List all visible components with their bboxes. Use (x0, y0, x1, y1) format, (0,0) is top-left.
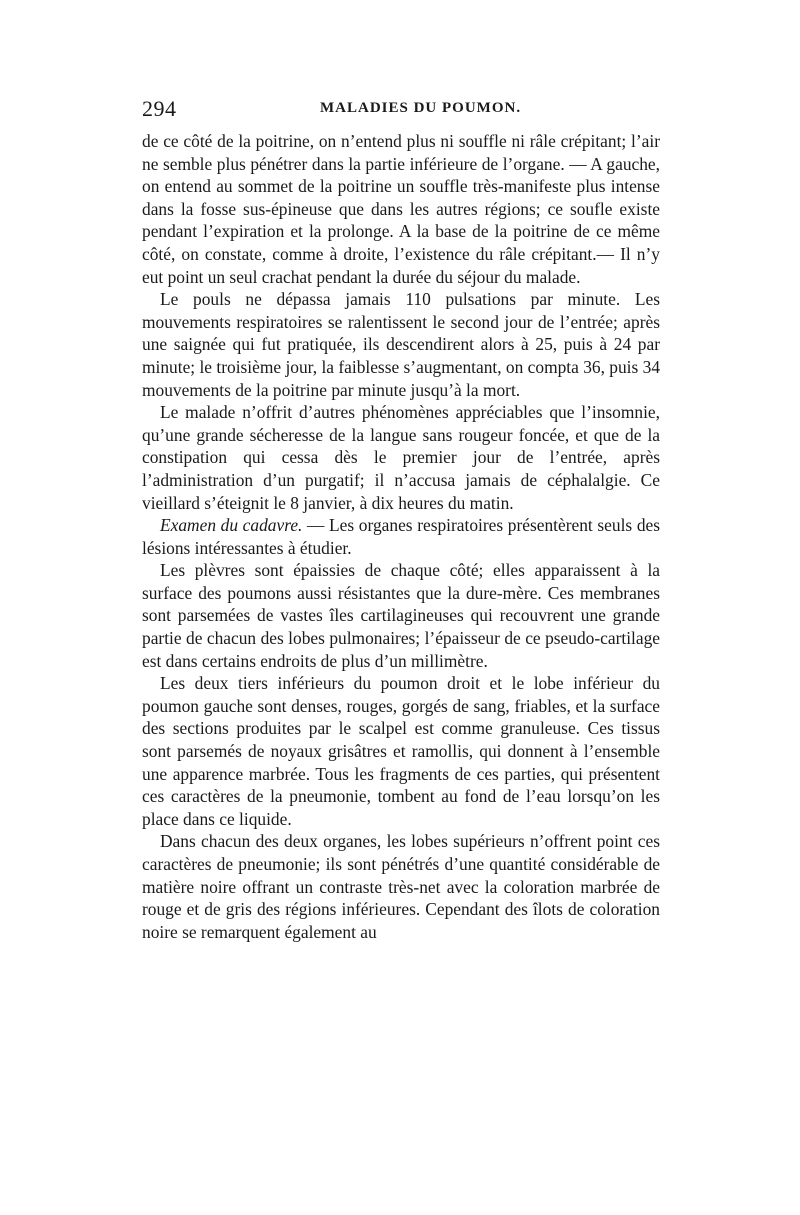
paragraph-continued: de ce côté de la poitrine, on n’entend plus ni souffle ni râle crépitant; l’air ne semble plus pénétrer dans la partie inférieure de l’organe. — A gauche, on entend au sommet de la poitrine un souffle très-manifeste plus intense dans la fosse sus-épineuse que dans les autres régions; ce soufle existe pendant l’expiration et la prolonge. A la base de la poitrine de ce même côté, on constate, comme à droite, l’existence du râle crépitant.— Il n’y eut point un seul crachat pendant la durée du séjour du malade. (142, 131, 660, 287)
paragraph-pulse: Le pouls ne dépassa jamais 110 pulsations par minute. Les mouvements respiratoires se ralentissent le second jour de l’entrée; après une saignée qui fut pratiquée, ils descendirent alors à 25, puis à 24 par minute; le troisième jour, la faiblesse s’augmentant, on compta 36, puis 34 mouvements de la poitrine par minute jusqu’à la mort. (142, 289, 661, 400)
running-title: MALADIES DU POUMON. (320, 100, 522, 116)
paragraph-upper-lobes: Dans chacun des deux organes, les lobes supérieurs n’offrent point ces caractères de pneumonie; ils sont pénétrés d’une quantité considérable de matière noire offrant un contraste très-net avec la coloration marbrée de rouge et de gris des régions inférieures. Cependant des îlots de coloration noire se remarquent également au (142, 831, 660, 942)
paragraph-lower-lobes: Les deux tiers inférieurs du poumon droit et le lobe inférieur du poumon gauche sont denses, rouges, gorgés de sang, friables, et la surface des sections produites par le scalpel est comme granuleuse. Ces tissus sont parsemés de noyaux grisâtres et ramollis, qui donnent à l’ensemble une apparence marbrée. Tous les fragments de ces parties, qui présentent ces caractères de la pneumonie, tombent au fond de l’eau lorsqu’on les place dans ce liquide. (142, 673, 660, 829)
body-text (142, 130, 660, 1190)
page-number: 294 (142, 96, 177, 121)
running-head (142, 96, 667, 126)
autopsy-heading: Examen du cadavre. (160, 515, 303, 536)
paragraph-pleura: Les plèvres sont épaissies de chaque côté; elles apparaissent à la surface des poumons aussi résistantes que la dure-mère. Ces membranes sont parsemées de vastes îles cartilagineuses qui recouvrent une grande partie de chacun des lobes pulmonaires; l’épaisseur de ce pseudo-cartilage est dans certains endroits de plus d’un millimètre. (142, 560, 660, 671)
paragraph-symptoms: Le malade n’offrit d’autres phénomènes appréciables que l’insomnie, qu’une grande sécheresse de la langue sans rougeur foncée, et que de la constipation qui cessa dès le premier jour de l’entrée, après l’administration d’un purgatif; il n’accusa jamais de céphalalgie. Ce vieillard s’éteignit le 8 janvier, à dix heures du matin. (142, 402, 660, 513)
paragraph-autopsy (142, 514, 660, 559)
autopsy-text: — Les organes respiratoires présentèrent seuls des lésions intéressantes à étudier. (142, 515, 660, 558)
